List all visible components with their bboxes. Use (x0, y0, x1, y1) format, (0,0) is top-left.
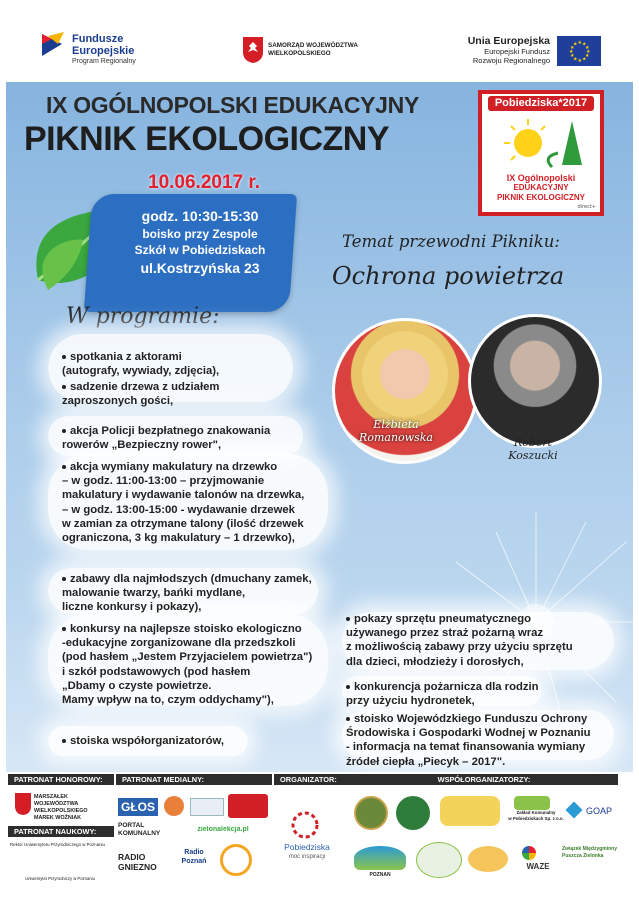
program-item: pokazy sprzętu pneumatycznego używanego przez straż pożarną wraz z możliwością zabawy przy użyciu sprzętu dla dzieci, młodzieży i dorosłych, (346, 613, 573, 668)
pobiedziska-logo-icon (290, 810, 320, 840)
program-item: stoisko Wojewódzkiego Funduszu Ochrony Środowiska i Gospodarki Wodnej w Poznaniu - informacja na temat finansowania wymiany źródeł ciepła „Piecyk – 2017". (346, 713, 591, 768)
theme-line1: Temat przewodni Pikniku: (342, 232, 560, 251)
wielkopolska-crest-icon (242, 36, 264, 64)
header-patronat-medialny: PATRONAT MEDIALNY: (116, 774, 272, 785)
badge-line3: PIKNIK EKOLOGICZNY (496, 193, 585, 202)
program-item: sadzenie drzewa z udziałem zaproszonych gości, (62, 381, 220, 408)
poznan-logo: POZNAŃ (369, 872, 391, 878)
glos-logo: GŁOS (118, 798, 158, 816)
event-place2: Szkół w Pobiedziskach (134, 243, 266, 257)
guest1-name: Elżbieta Romanowska (359, 418, 433, 444)
program-item: stoiska współorganizatorów, (62, 734, 224, 748)
svg-text:★: ★ (586, 49, 591, 55)
guest2-photo (468, 314, 602, 448)
svg-text:★: ★ (573, 56, 578, 63)
program-item: zabawy dla najmłodszych (dmuchany zamek, malowanie twarzy, bańki mydlane, liczne konkursy i pokazy), (62, 573, 312, 614)
media-logo-circle (220, 844, 252, 876)
svg-text:★: ★ (570, 53, 575, 59)
portal-komunalny-logo: PORTAL KOMUNALNY (118, 822, 161, 837)
header-organizator: ORGANIZATOR: (274, 774, 350, 785)
goap-logo: GOAP (585, 806, 612, 816)
puszcza-zielonka-logo: Związek Międzygminny Puszcza Zielonka (562, 846, 618, 859)
program-item: konkursy na najlepsze stoisko ekologiczno -edukacyjne zorganizowane dla przedszkoli (pod hasłem „Jestem Przyjacielem powietrza") i szkół podstawowych (pod hasłem „Dbamy o czyste powietrze. Mamy wpływ na to, czym oddychamy"), (62, 623, 313, 707)
fe-line3: Program Regionalny (72, 58, 136, 65)
samorzad-line2: WIELKOPOLSKIEGO (268, 50, 331, 57)
coorg-logo-2 (396, 796, 430, 830)
fundusze-europejskie-icon (40, 30, 66, 58)
theme-line2: Ochrona powietrza (332, 262, 565, 290)
zaklad-komunalny-logo: Zakład Komunalny w Pobiedziskach Sp. z o.o. (508, 810, 564, 821)
media-logo-2 (164, 796, 184, 816)
guest2-name: Robert Koszucki (508, 436, 558, 462)
pobiedziska-2017-badge (478, 90, 604, 216)
svg-text:★: ★ (570, 45, 575, 51)
samorzad-line1: SAMORZĄD WOJEWÓDZTWA (268, 42, 358, 49)
coorg-logo-3 (440, 796, 500, 826)
eu-flag-icon (557, 36, 601, 66)
marszalek-crest-icon (14, 792, 32, 816)
program-item: spotkania z aktorami (autografy, wywiady, zdjęcia), (62, 351, 220, 378)
media-logo-4 (228, 794, 268, 818)
fe-line1: Fundusze (72, 33, 124, 45)
svg-text:★: ★ (577, 58, 582, 64)
header-wspolorganizatorzy: WSPÓŁORGANIZATORZY: (350, 774, 618, 785)
svg-text:★: ★ (573, 41, 578, 48)
ue-line3: Rozwoju Regionalnego (472, 56, 550, 65)
top-logo-bar (0, 0, 639, 82)
pobiedziska-logo: Pobiedziska (284, 842, 330, 852)
program-item: akcja wymiany makulatury na drzewko – w godz. 11:00-13:00 – przyjmowanie makulatury i wydawanie talonów na drzewka, – w godz. 13:00-15:00 - wydawanie drzewek w zamian za otrzymane talony (ilość drzewek ograniczona, 3 kg makulatury – 1 drzewko), (62, 461, 305, 545)
header-patronat-naukowy: PATRONAT NAUKOWY: (8, 826, 114, 837)
svg-text:★: ★ (585, 45, 590, 51)
svg-text:★: ★ (577, 40, 582, 46)
header-patronat-honorowy: PATRONAT HONOROWY: (8, 774, 114, 785)
rektor-logo: Rektor Uniwersytetu Przyrodniczego w Poznaniu (10, 842, 105, 847)
svg-text:★: ★ (585, 53, 590, 59)
poster-area (6, 82, 633, 772)
coorg-logo-5 (354, 846, 406, 870)
title-line2: PIKNIK EKOLOGICZNY (24, 120, 390, 158)
media-logo-3 (190, 798, 224, 816)
title-line1: IX OGÓLNOPOLSKI EDUKACYJNY (46, 92, 420, 118)
svg-text:★: ★ (582, 56, 587, 63)
event-date: 10.06.2017 r. (148, 172, 260, 193)
pobiedziska-sub: moc inspiracji (288, 854, 326, 860)
badge-top: Pobiedziska*2017 (488, 96, 594, 111)
radio-poznan-logo: Radio Poznań (181, 849, 207, 865)
coorg-logo-1 (354, 796, 388, 830)
fe-line2: Europejskie (72, 45, 135, 57)
badge-line2: EDUKACYJNY (513, 183, 569, 192)
radio-gniezno-logo: RADIO GNIEZNO (118, 852, 157, 872)
ue-title: Unia Europejska (467, 35, 550, 47)
zielona-lekcja-logo: zielonalekcja.pl (197, 826, 249, 833)
zaklad-icon (514, 796, 550, 810)
event-place1: boisko przy Zespole (142, 227, 258, 241)
waze-logo: WAZE (526, 862, 550, 871)
coorg-logo-6 (416, 842, 462, 878)
coorg-logo-7 (468, 846, 508, 872)
ue-line2: Europejski Fundusz (484, 47, 550, 56)
svg-text:★: ★ (569, 49, 574, 55)
svg-text:★: ★ (582, 41, 587, 48)
event-address: ul.Kostrzyńska 23 (140, 260, 260, 276)
marszalek-logo: MARSZAŁEK WOJEWÓDZTWA WIELKOPOLSKIEGO MAREK WOŹNIAK (34, 794, 88, 821)
waze-icon (522, 846, 536, 860)
badge-line1: IX Ogólnopolski (506, 173, 576, 183)
badge-small: direct+ (577, 204, 596, 210)
sun-tree-icon (482, 113, 600, 169)
program-heading: W programie: (66, 304, 220, 329)
uniwersytet-logo: Uniwersytet Przyrodniczy w Poznaniu (25, 876, 95, 881)
event-hours: godz. 10:30-15:30 (141, 208, 259, 224)
program-item: konkurencja pożarnicza dla rodzin przy użyciu hydronetek, (346, 681, 539, 708)
program-item: akcja Policji bezpłatnego znakowania rowerów „Bezpieczny rower", (62, 425, 271, 452)
